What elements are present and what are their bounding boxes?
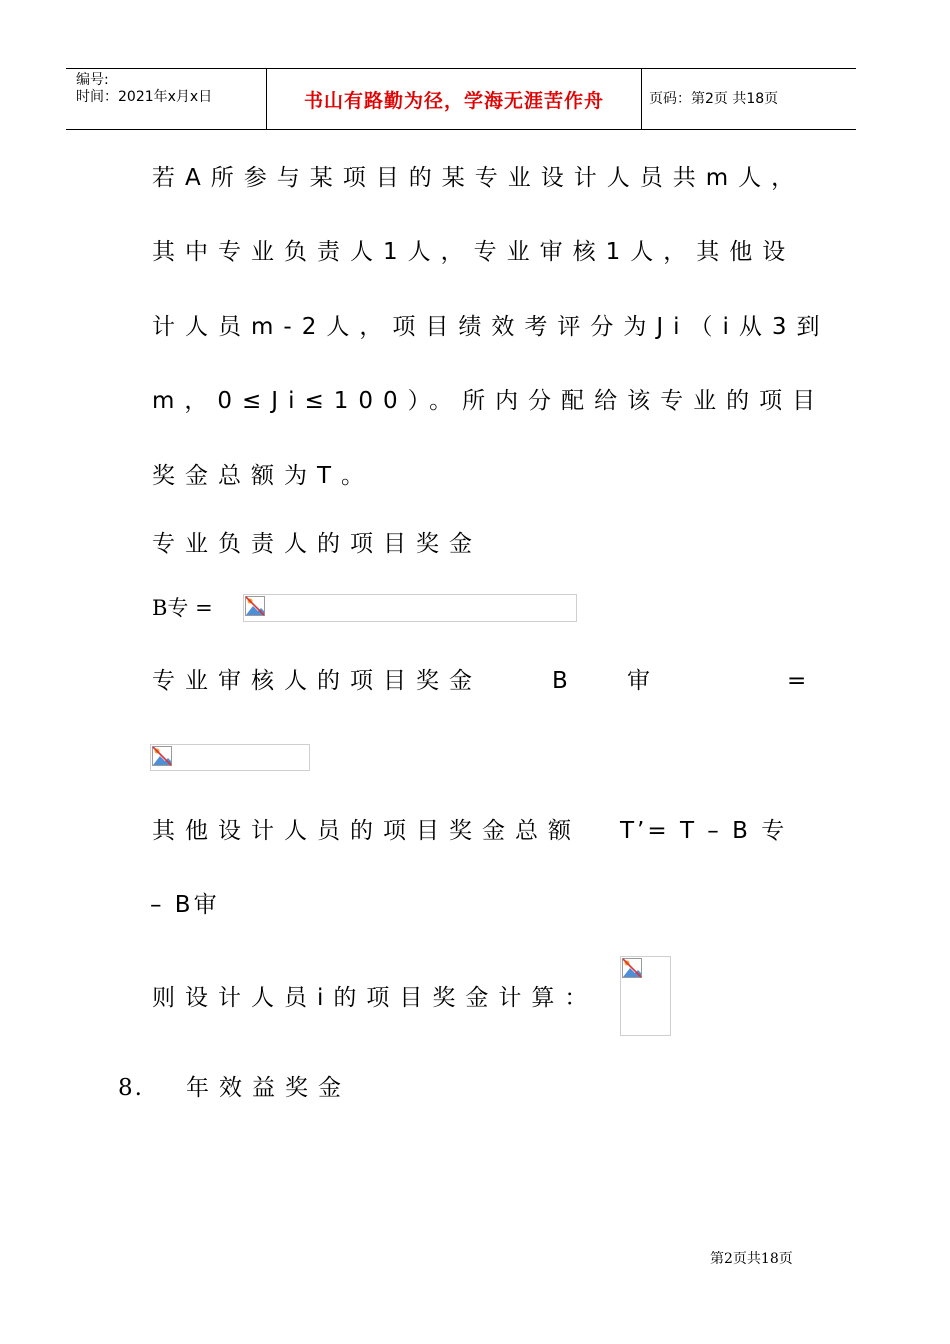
document-date: 时间：2021年x月x日	[76, 89, 213, 105]
lead-formula-image	[243, 594, 577, 622]
paragraph-line-3: 计人员m-2人，项目绩效考评分为Ji（i从3到	[152, 314, 830, 340]
designer-formula-image	[620, 956, 671, 1036]
broken-image-icon	[245, 596, 265, 620]
section-title: 年效益奖金	[186, 1075, 351, 1101]
header-left-cell	[66, 69, 266, 129]
header-right-cell	[641, 69, 856, 129]
page-footer: 第2页共18页	[710, 1251, 793, 1267]
designer-calc-label: 则设计人员i的项目奖金计算：	[152, 985, 598, 1011]
header-motto: 书山有路勤为径，学海无涯苦作舟	[303, 90, 604, 112]
header-page-info: 页码：第2页 共18页	[649, 91, 779, 107]
others-bonus-label: 其他设计人员的项目奖金总额	[152, 818, 581, 844]
paragraph-line-4: m，0≤Ji≤100）。所内分配给该专业的项目	[152, 388, 826, 414]
lead-formula-lhs: B专 =	[152, 596, 213, 620]
paragraph-line-5: 奖金总额为T。	[152, 463, 375, 489]
review-formula-b: B	[552, 668, 568, 694]
paragraph-line-1: 若A所参与某项目的某专业设计人员共m人，	[152, 165, 805, 191]
review-formula-sub: 审	[627, 668, 650, 694]
review-bonus-label: 专业审核人的项目奖金	[152, 668, 482, 694]
page-header	[66, 68, 856, 130]
header-motto-cell	[266, 69, 642, 129]
review-formula-image	[150, 744, 310, 771]
review-formula-eq: =	[787, 668, 807, 694]
paragraph-line-2: 其中专业负责人1人，专业审核1人，其他设	[152, 239, 796, 265]
broken-image-icon	[152, 746, 172, 770]
broken-image-icon	[622, 958, 642, 982]
others-formula: T’= T – B 专	[620, 818, 788, 844]
lead-bonus-label: 专业负责人的项目奖金	[152, 531, 482, 557]
document-code-label: 编号:	[76, 72, 109, 88]
section-number: 8.	[118, 1075, 144, 1101]
others-formula-continued: – B审	[150, 892, 220, 918]
